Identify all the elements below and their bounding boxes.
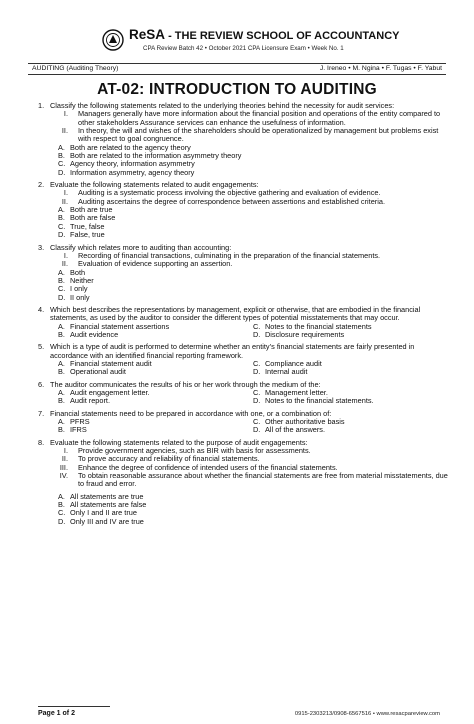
question-number: 1. [38,101,45,110]
statement-text: To prove accuracy and reliability of financial statements. [78,454,260,464]
question-stem [38,410,448,418]
footer-rule [38,706,110,707]
choice-item [58,277,448,285]
choice-text: Both are false [70,213,116,223]
choice-text: Financial statement assertions [70,321,170,331]
statement-numeral: I. [63,250,68,260]
choice-grid [58,360,448,377]
choice-letter: B. [58,367,65,377]
question-list [38,102,448,530]
statement-numeral: I. [63,109,68,119]
choice-text: Compliance audit [265,358,322,368]
choice-letter: C. [58,508,66,518]
choice-item [253,368,448,376]
statement-text: Managers generally have more information about the financial position and operations of the entity compared to other stakeholders Assurance services can enhance the usefulness of information. [78,109,441,127]
question-item [38,410,448,435]
subject-bar [28,63,446,75]
choice-item [58,285,448,293]
statement-numeral: II. [61,454,68,464]
choice-letter: C. [253,358,261,368]
statement-item [50,127,448,144]
statement-numeral: III. [59,462,68,472]
choice-text: Only I and II are true [70,508,137,518]
choice-item [253,426,448,434]
statement-numeral: I. [63,446,68,456]
statement-numeral: IV. [59,471,68,481]
statement-text: Recording of financial transactions, culminating in the preparation of the financial statements. [78,250,381,260]
batch-info: CPA Review Batch 42 • October 2021 CPA Licensure Exam • Week No. 1 [143,45,344,52]
choice-text: Both are related to the agency theory [70,142,191,152]
choice-item [58,426,253,434]
choice-letter: B. [58,425,65,435]
question-text: Classify the following statements related to the underlying theories behind the necessity for audit services: [50,101,395,110]
choice-letter: C. [58,159,66,169]
choice-grid [58,323,448,340]
statement-numeral: II. [61,259,68,269]
question-stem [38,306,448,323]
choice-text: Both [70,267,86,277]
statement-item [50,472,448,489]
choice-row [58,331,448,339]
choice-text: Financial statement audit [70,358,152,368]
choice-item [58,206,448,214]
choice-item [58,368,253,376]
statement-item [50,110,448,127]
page-title: AT-02: INTRODUCTION TO AUDITING [97,81,377,98]
choice-text: Operational audit [70,367,126,377]
question-item [38,306,448,339]
question-number: 7. [38,408,45,418]
statement-numeral: II. [61,126,68,136]
choice-letter: B. [58,500,65,510]
question-number: 4. [38,304,45,314]
choice-letter: D. [253,396,261,406]
choice-text: I only [70,284,88,294]
question-item [38,102,448,177]
choice-item [253,397,448,405]
statement-text: Auditing ascertains the degree of correspondence between assertions and established criteria. [78,196,385,206]
choice-text: Neither [70,275,94,285]
choice-item [58,214,448,222]
choice-text: Notes to the financial statements [265,321,372,331]
choice-text: II only [70,292,90,302]
choice-text: PFRS [70,417,90,427]
statement-item [50,260,448,268]
choice-item [58,294,448,302]
choice-letter: B. [58,275,65,285]
choice-text: Management letter. [265,388,328,397]
choice-text: Other authoritative basis [265,417,345,427]
statement-text: Enhance the degree of confidence of intended users of the financial statements. [78,462,338,472]
choice-row [58,368,448,376]
choice-grid [58,418,448,435]
choice-item [253,331,448,339]
choice-item [58,223,448,231]
choice-letter: A. [58,358,65,368]
choice-letter: D. [253,425,261,435]
choice-text: Audit evidence [70,329,119,339]
contact-info: 0915-2303213/0908-6567516 • www.resacpareview.com [294,711,440,717]
choice-text: Both are related to the information asymmetry theory [70,151,242,161]
choice-letter: D. [58,516,66,526]
choice-text: Only III and IV are true [70,516,144,526]
choice-text: All statements are true [70,491,144,501]
choice-letter: B. [58,213,65,223]
subject-label: AUDITING (Auditing Theory) [32,65,119,72]
choice-text: All of the answers. [265,425,326,435]
resa-logo-icon [102,29,124,51]
statement-numeral: II. [61,196,68,206]
question-item [38,343,448,376]
choice-letter: B. [58,151,65,161]
question-item [38,439,448,526]
choice-letter: A. [58,321,65,331]
question-text: The auditor communicates the results of his or her work through the medium of the: [50,379,321,389]
choice-letter: C. [58,221,66,231]
brand-rest: - THE REVIEW SCHOOL OF ACCOUNTANCY [165,30,400,42]
choice-letter: C. [58,284,66,294]
choice-text: Internal audit [265,367,308,377]
choice-text: Agency theory, information asymmetry [70,159,195,169]
choice-item [58,518,448,526]
choice-letter: D. [253,329,261,339]
choice-letter: B. [58,396,65,406]
question-item [38,381,448,406]
choice-letter: C. [253,321,261,331]
choice-letter: A. [58,417,65,427]
choice-item [58,397,253,405]
choice-text: True, false [70,221,105,231]
choice-text: Audit engagement letter. [70,388,150,397]
choice-text: Audit report. [70,396,111,406]
question-number: 5. [38,342,45,352]
choice-letter: A. [58,491,65,501]
choice-grid [58,389,448,406]
statement-text: Provide government agencies, such as BIR with basis for assessments. [78,446,311,456]
choice-letter: B. [58,329,65,339]
choice-letter: A. [58,388,65,397]
choice-item [58,169,448,177]
choice-text: All statements are false [70,500,147,510]
question-item [38,181,448,239]
choice-item [58,231,448,239]
choice-letter: D. [253,367,261,377]
question-stem [38,343,448,360]
statement-numeral: I. [63,188,68,198]
question-text: Financial statements need to be prepared in accordance with one, or a combination of: [50,408,332,418]
choice-text: Information asymmetry, agency theory [70,167,195,177]
choice-item [58,269,448,277]
choice-letter: A. [58,267,65,277]
brand-title [129,27,399,42]
statement-text: To obtain reasonable assurance about whether the financial statements are free from material misstatements, due to fraud and error. [78,471,448,489]
statement-text: In theory, the will and wishes of the shareholders should be operationalized by management but problems exist with respect to goal congruence. [78,126,439,144]
choice-letter: D. [58,167,66,177]
choice-letter: A. [58,142,65,152]
question-text: Classify which relates more to auditing than accounting: [50,242,232,252]
brand-main: ReSA [129,27,166,42]
choice-letter: C. [253,388,261,397]
choice-letter: D. [58,292,66,302]
choice-letter: D. [58,230,66,240]
question-text: Which best describes the representations by management, explicit or otherwise, that are embodied in the financial statements, as used by the auditor to consider the different types of potential misstatements that may occur. [50,304,421,323]
question-item [38,244,448,302]
question-number: 8. [38,437,45,447]
choice-item [58,418,253,426]
page-number: Page 1 of 2 [38,710,75,717]
choice-row [58,397,448,405]
question-number: 6. [38,379,45,389]
statement-text: Auditing is a systematic process involving the objective gathering and evaluation of evidence. [78,188,381,198]
authors-label: J. Ireneo • M. Ngina • F. Tugas • F. Yabut [319,65,442,72]
choice-text: IFRS [70,425,87,435]
choice-letter: C. [253,417,261,427]
question-text: Evaluate the following statements related to the purpose of audit engagements: [50,437,308,447]
statement-text: Evaluation of evidence supporting an assertion. [78,259,233,269]
question-text: Which is a type of audit is performed to determine whether an entity’s financial statements are fairly presented in accordance with an identified financial reporting framework. [50,342,415,360]
choice-text: Both are true [70,205,113,215]
choice-row [58,426,448,434]
document-header [0,26,474,60]
question-number: 2. [38,180,45,190]
question-text: Evaluate the following statements related to audit engagements: [50,180,259,190]
choice-letter: A. [58,205,65,215]
question-number: 3. [38,242,45,252]
choice-text: False, true [70,230,105,240]
choice-text: Notes to the financial statements. [265,396,374,406]
choice-text: Disclosure requirements [265,329,345,339]
choice-item [58,331,253,339]
